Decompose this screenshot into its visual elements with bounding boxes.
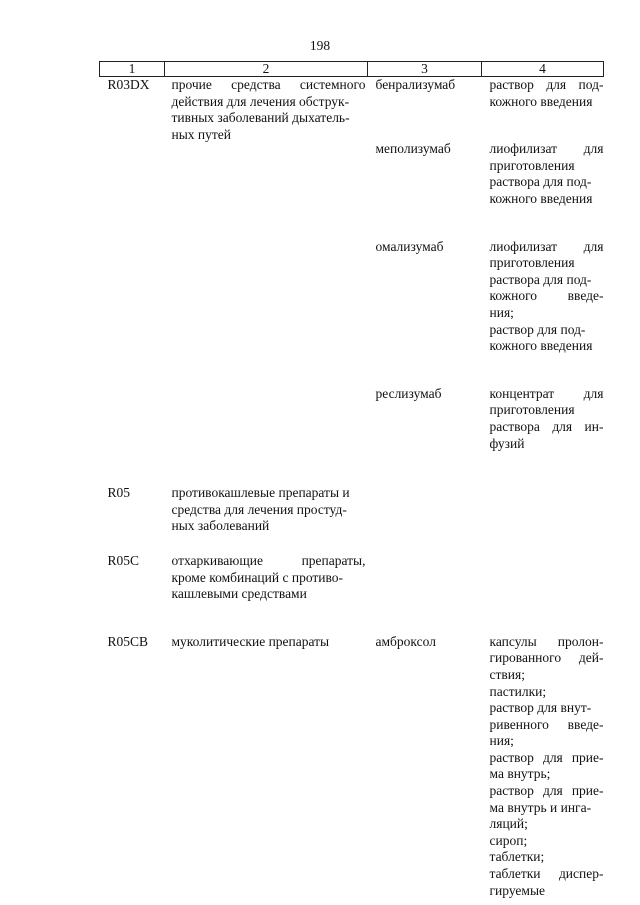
column-header-4: 4 bbox=[482, 62, 604, 77]
page-number: 198 bbox=[309, 38, 331, 53]
text-word: для bbox=[583, 238, 604, 254]
drug-table bbox=[99, 61, 604, 899]
drug-inn: омализумаб bbox=[375, 238, 444, 254]
text-line: фузий bbox=[489, 435, 525, 451]
text-line bbox=[490, 783, 604, 800]
text-line: кожного введения bbox=[489, 93, 593, 109]
text-line bbox=[490, 717, 604, 734]
table-header-row bbox=[100, 62, 604, 77]
anatomical-group-cell bbox=[165, 634, 368, 900]
text-word: для bbox=[583, 385, 604, 401]
drug-inn-cell bbox=[368, 634, 482, 900]
text-line: приготовления bbox=[489, 157, 575, 173]
text-word: диспер- bbox=[558, 866, 604, 882]
text-line: кроме комбинаций с противо- bbox=[171, 569, 344, 585]
anatomical-group-cell bbox=[165, 77, 368, 486]
text-word: препараты, bbox=[301, 552, 366, 568]
text-word: концентрат bbox=[489, 385, 555, 401]
text-line: ния; bbox=[489, 733, 514, 749]
text-word: введе- bbox=[567, 716, 604, 732]
text-line: раствора для под- bbox=[489, 174, 592, 190]
text-line bbox=[490, 141, 604, 158]
atc-code-cell bbox=[100, 634, 165, 900]
drug-inn: меполизумаб bbox=[375, 141, 451, 157]
atc-code-cell bbox=[100, 77, 165, 486]
dosage-form bbox=[482, 634, 604, 900]
text-line bbox=[490, 77, 604, 94]
text-line bbox=[490, 750, 604, 767]
atc-code: R05CB bbox=[107, 633, 149, 649]
text-line: ляций; bbox=[489, 816, 528, 832]
atc-code-cell bbox=[100, 485, 165, 553]
dosage-form bbox=[482, 77, 604, 110]
text-line: кожного введения bbox=[489, 338, 593, 354]
anatomical-group-cell bbox=[165, 553, 368, 634]
text-line: пастилки; bbox=[489, 683, 547, 699]
text-word: для bbox=[552, 418, 573, 434]
text-word: ривенного bbox=[489, 716, 549, 732]
group-name bbox=[165, 553, 368, 603]
text-word: пролон- bbox=[557, 633, 604, 649]
group-name bbox=[165, 634, 368, 651]
dosage-form bbox=[482, 141, 604, 207]
text-line: раствора для под- bbox=[489, 271, 592, 287]
text-word: под- bbox=[578, 77, 604, 92]
text-line: сироп; bbox=[489, 832, 528, 848]
text-line: приготовления bbox=[489, 402, 575, 418]
text-word: прие- bbox=[571, 783, 604, 799]
text-word: раствора bbox=[489, 418, 540, 434]
text-line: раствор для внут- bbox=[489, 700, 592, 716]
text-line: гируемые bbox=[489, 882, 546, 898]
text-word: системного bbox=[299, 77, 366, 92]
group-name bbox=[165, 485, 368, 535]
atc-code: R05C bbox=[107, 552, 140, 568]
text-word: таблетки bbox=[489, 866, 541, 882]
text-word: гированного bbox=[489, 650, 562, 666]
drug-inn: реслизумаб bbox=[375, 385, 442, 401]
text-line: ствия; bbox=[489, 666, 525, 682]
text-line bbox=[490, 650, 604, 667]
text-line bbox=[490, 239, 604, 256]
text-word: введе- bbox=[567, 288, 604, 304]
text-line: противокашлевые препараты и bbox=[171, 485, 350, 501]
text-word: ин- bbox=[584, 418, 604, 434]
dosage-form-cell bbox=[482, 634, 604, 900]
drug-inn: бенрализумаб bbox=[375, 77, 456, 92]
text-word: средства bbox=[231, 77, 281, 92]
text-word: прие- bbox=[571, 749, 604, 765]
dosage-form-cell bbox=[482, 553, 604, 634]
group-name bbox=[165, 77, 368, 143]
dosage-form-cell bbox=[482, 485, 604, 553]
text-line: тивных заболеваний дыхатель- bbox=[171, 110, 350, 126]
text-word: для bbox=[542, 783, 563, 799]
dosage-form bbox=[482, 239, 604, 355]
text-line: муколитические препараты bbox=[171, 633, 330, 649]
text-line: раствор для под- bbox=[489, 321, 586, 337]
text-word: лиофилизат bbox=[489, 141, 558, 157]
atc-code: R03DX bbox=[107, 77, 150, 92]
text-line: ма внутрь; bbox=[489, 766, 551, 782]
text-line bbox=[490, 634, 604, 651]
drug-inn-cell bbox=[368, 485, 482, 553]
text-line bbox=[172, 77, 366, 94]
dosage-form bbox=[482, 386, 604, 452]
table-row bbox=[100, 634, 604, 900]
text-line: кашлевыми средствами bbox=[171, 586, 307, 602]
text-line bbox=[490, 866, 604, 883]
text-word: дей- bbox=[578, 650, 604, 666]
text-word: для bbox=[583, 141, 604, 157]
table-row bbox=[100, 553, 604, 634]
atc-code: R05 bbox=[107, 485, 131, 501]
column-header-2: 2 bbox=[165, 62, 368, 77]
text-line bbox=[490, 288, 604, 305]
text-line: кожного введения bbox=[489, 190, 593, 206]
text-word: отхаркивающие bbox=[171, 552, 263, 568]
text-word: раствор bbox=[489, 749, 534, 765]
column-header-1: 1 bbox=[100, 62, 165, 77]
text-word: для bbox=[542, 749, 563, 765]
text-line bbox=[172, 553, 366, 570]
drug-inn-cell bbox=[368, 77, 482, 486]
text-line: ма внутрь и инга- bbox=[489, 799, 592, 815]
table-row bbox=[100, 77, 604, 486]
column-header-3: 3 bbox=[368, 62, 482, 77]
text-line: приготовления bbox=[489, 255, 575, 271]
text-line: средства для лечения простуд- bbox=[171, 501, 347, 517]
text-word: прочие bbox=[171, 77, 212, 92]
table-row bbox=[100, 485, 604, 553]
text-word: раствор bbox=[489, 783, 534, 799]
dosage-form-cell bbox=[482, 77, 604, 486]
text-word: лиофилизат bbox=[489, 238, 558, 254]
text-line: ных путей bbox=[171, 126, 232, 142]
text-word: для bbox=[546, 77, 567, 92]
text-line: ных заболеваний bbox=[171, 518, 270, 534]
text-line: таблетки; bbox=[489, 849, 545, 865]
drug-inn-cell bbox=[368, 553, 482, 634]
text-word: капсулы bbox=[489, 633, 537, 649]
anatomical-group-cell bbox=[165, 485, 368, 553]
text-line bbox=[490, 386, 604, 403]
atc-code-cell bbox=[100, 553, 165, 634]
text-word: раствор bbox=[489, 77, 534, 92]
text-line: ния; bbox=[489, 304, 514, 320]
text-line: действия для лечения обструк- bbox=[171, 93, 350, 109]
text-word: кожного bbox=[489, 288, 538, 304]
text-line bbox=[490, 419, 604, 436]
drug-inn: амброксол bbox=[375, 633, 436, 649]
